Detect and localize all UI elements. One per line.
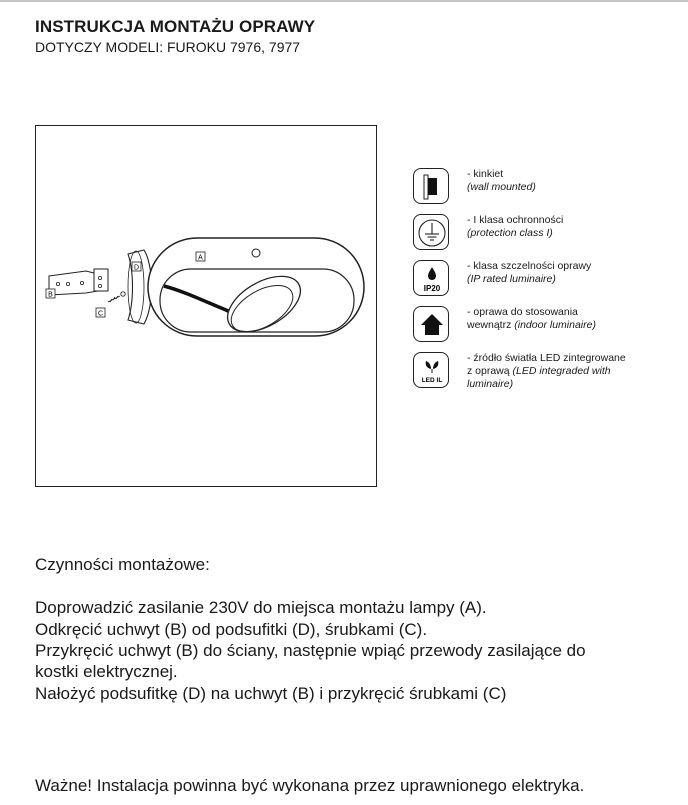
legend-label-en: (LED integraded with: [512, 365, 611, 377]
assembly-diagram: [35, 125, 377, 487]
label-c: C: [97, 310, 104, 318]
instruction-step: Nałożyć podsufitkę (D) na uchwyt (B) i przykręcić śrubkami (C): [35, 684, 507, 703]
protection-class-icon: [413, 214, 449, 250]
legend-label: - kinkiet: [467, 168, 504, 180]
lamp-screw-hole: [252, 249, 260, 257]
label-b: B: [48, 291, 53, 299]
ip20-icon: [413, 260, 449, 296]
svg-text:IP20: IP20: [423, 284, 441, 293]
legend-item-protection-class: [413, 214, 683, 258]
instructions-heading: Czynności montażowe:: [35, 555, 210, 574]
legend-label-en: (wall mounted): [467, 181, 536, 193]
legend-item-indoor: [413, 306, 683, 350]
top-border-line: [0, 0, 688, 2]
instruction-step: Doprowadzić zasilanie 230V do miejsca montażu lampy (A).: [35, 598, 487, 617]
legend-label-cont: z oprawą: [467, 365, 513, 377]
instruction-step: Odkręcić uchwyt (B) od podsufitki (D), śrubkami (C).: [35, 620, 428, 639]
document-subtitle: DOTYCZY MODELI: FUROKU 7976, 7977: [35, 39, 301, 55]
legend-label: - klasa szczelności oprawy: [467, 260, 592, 272]
label-a: A: [198, 254, 203, 262]
wall-mounted-icon: [413, 168, 449, 204]
instruction-step: Przykręcić uchwyt (B) do ściany, następnie wpiąć przewody zasilające do: [35, 641, 586, 660]
legend-label: - źródło światła LED zintegrowane: [467, 352, 626, 364]
screw-c: [108, 292, 125, 302]
legend-label: - I klasa ochronności: [467, 214, 564, 226]
legend-label-en: (protection class I): [467, 227, 553, 239]
legend-label-cont: wewnątrz: [467, 319, 515, 331]
label-d: D: [133, 264, 140, 272]
legend-item-led: [413, 352, 683, 396]
assembly-drawing: [36, 126, 378, 488]
instruction-step: kostki elektrycznej.: [35, 662, 178, 681]
legend-label: - oprawa do stosowania: [467, 306, 578, 318]
legend-item-wall-mounted: [413, 168, 683, 212]
document-title: INSTRUKCJA MONTAŻU OPRAWY: [35, 17, 316, 36]
svg-text:LED IL: LED IL: [421, 377, 443, 384]
legend-label-en: (IP rated luminaire): [467, 273, 556, 285]
led-il-icon: [413, 352, 449, 388]
indoor-icon: [413, 306, 449, 342]
legend-label-en-cont: luminaire): [467, 378, 514, 390]
warning-text: Ważne! Instalacja powinna być wykonana przez uprawnionego elektryka.: [35, 776, 585, 795]
legend-item-ip20: [413, 260, 683, 304]
legend-label-en: (indoor luminaire): [514, 319, 596, 331]
